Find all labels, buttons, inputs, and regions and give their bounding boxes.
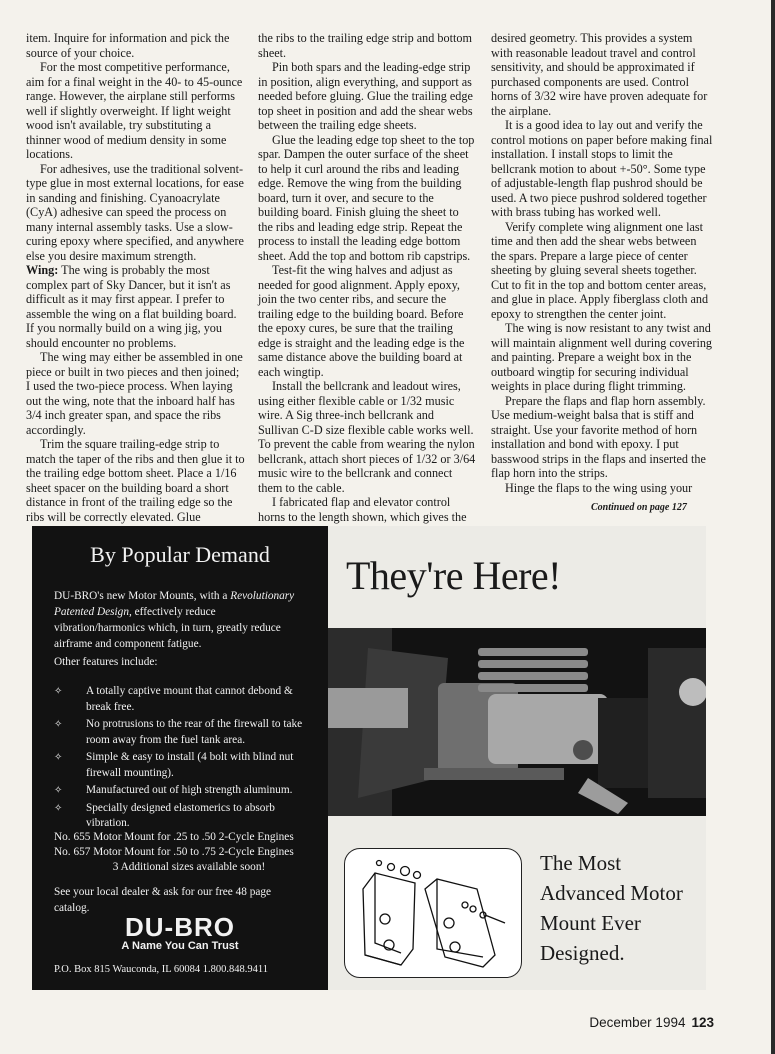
page-number: 123 (691, 1015, 714, 1030)
issue-date: December 1994 (589, 1015, 686, 1030)
dubro-logo: DU-BRO (125, 912, 235, 942)
paragraph: Pin both spars and the leading-edge strip in position, align everything, and support as needed before gluing. Glue the trailing edge top sheet in position and add the shear webs between the trailing edge sheets. (258, 60, 473, 132)
paragraph: Verify complete wing alignment one last time and then add the shear webs between the spars. Prepare a large piece of center sheeting by gluing several sheets together. Cut to fit in the top and bottom center areas, and glue in place. Apply fiberglass cloth and epoxy to strengthen the center joint. (491, 219, 709, 321)
engine-photo-illustration (328, 628, 706, 816)
mount-657: No. 657 Motor Mount for .50 to .75 2-Cycle Engines (54, 846, 294, 858)
feature-item: ✧ No protrusions to the rear of the firewall to take room away from the fuel tank area. (54, 718, 303, 746)
motor-mount-diagram (344, 848, 522, 978)
feature-item: ✧ Manufactured out of high strength aluminum. (54, 783, 310, 799)
diamond-bullet-icon: ✧ (54, 686, 63, 697)
paragraph: I fabricated flap and elevator control horns to the length shown, which gives the (258, 495, 467, 524)
feature-item: ✧ Simple & easy to install (4 bolt with blind nut firewall mounting). (54, 751, 294, 779)
article-column-3 (491, 31, 713, 495)
diamond-bullet-icon: ✧ (54, 802, 63, 814)
paragraph: Wing: The wing is probably the most complex part of Sky Dancer, but it isn't as difficult as it may first appear. I prefer to assemble the wing on a flat building board. If you normally build on a wing jig, you should encounter no problems. (26, 263, 237, 350)
advertisement (32, 526, 706, 990)
additional-sizes: 3 Additional sizes available soon! (112, 861, 266, 873)
ad-right-headline: They're Here! (346, 553, 562, 598)
paragraph: Trim the square trailing-edge strip to match the taper of the ribs and then glue it to the trailing edge bottom sheet. Place a 1/16 sheet spacer on the building board a short distance in front of the trailing edge so the ribs will be correctly elevated. Glue (26, 437, 245, 524)
page-edge-shadow (771, 0, 775, 1054)
paragraph: desired geometry. This provides a system with reasonable leadout travel and control sensitivity, and should be approximated if purchased components are used. Control horns of 3/32 wire have proven adequate for the airplane. (491, 31, 708, 118)
motor-mount-exploded-drawing (345, 849, 521, 977)
paragraph: Hinge the flaps to the wing using your (505, 480, 693, 495)
article-column-1 (26, 31, 246, 524)
paragraph: Test-fit the wing halves and adjust as needed for good alignment. Apply epoxy, join the two center ribs, and secure the trailing edge to the building board. Before the epoxy cures, be sure that the trailing edge is straight and the leading edge is the same distance above the building board at each wingtip. (258, 263, 465, 379)
paragraph: The wing may either be assembled in one piece or built in two pieces and then joined; I used the two-piece process. When laying out the wing, note that the inboard half has 3/4 inch greater span, and space the ribs accordingly. (26, 350, 243, 437)
mount-655: No. 655 Motor Mount for .25 to .50 2-Cycle Engines (54, 831, 294, 843)
ad-mount-models (54, 830, 324, 875)
diamond-bullet-icon: ✧ (54, 785, 63, 796)
paragraph: For adhesives, use the traditional solvent-type glue in most external locations, for ease in sanding and finishing. Cyanoacrylate (CyA) adhesive can speed the process on many internal assembly tasks. Use a slow-curing epoxy where specified, and anywhere else you desire maximum strength. (26, 161, 244, 263)
ad-right-panel (328, 526, 706, 990)
ad-left-panel (32, 526, 328, 990)
ad-intro: DU-BRO's new Motor Mounts, with a Revolutionary Patented Design, effectively reduce vibration/harmonics which, in turn, greatly reduce airframe and component fatigue. (54, 590, 295, 650)
ad-address: P.O. Box 815 Wauconda, IL 60084 1.800.848.9411 (54, 964, 269, 975)
page-footer (589, 1015, 714, 1030)
engine-photo (328, 628, 706, 816)
paragraph: The wing is now resistant to any twist and will maintain alignment well during covering and painting. Prepare a weight box in the outboard wingtip for securing individual weights in place during flight trimming. (491, 321, 713, 393)
paragraph: It is a good idea to lay out and verify the control motions on paper before making final installation. I install stops to limit the bellcrank motion to about +-50°. Some type of adjustable-length flap pushrod should be used. A two piece pushrod soldered together with brass tubing has worked well. (491, 118, 713, 219)
paragraph: Install the bellcrank and leadout wires, using either flexible cable or 1/32 music wire. A Sig three-inch bellcrank and Sullivan C-D size flexible cable works well. To prevent the cable from wearing the nylon bellcrank, attach short pieces of 1/32 or 3/64 music wire to the bellcrank and connect them to the cable. (258, 379, 476, 495)
paragraph: the ribs to the trailing edge strip and bottom sheet. (258, 31, 472, 60)
ad-features-list (54, 684, 310, 834)
feature-item: ✧ A totally captive mount that cannot debond & break free. (54, 685, 293, 713)
ad-tagline: A Name You Can Trust (121, 940, 239, 952)
paragraph: item. Inquire for information and pick the source of your choice. (26, 31, 230, 60)
ad-headline: By Popular Demand (90, 542, 270, 567)
paragraph: Glue the leading edge top sheet to the top spar. Dampen the outer surface of the sheet to help it curl around the ribs and leading edge. Remove the wing from the building board, turn it over, and secure to the building board. Finish gluing the sheet to the ribs and leading edge strip. Repeat the process to install the leading edge bottom sheet. Add the top and bottom rib capstrips. (258, 132, 475, 263)
paragraph: Prepare the flaps and flap horn assembly. Use medium-weight balsa that is stiff and straight. Use your favorite method of horn installation and bond with epoxy. I put basswood strips in the flaps and inserted the flap horn into the strips. (491, 393, 706, 480)
article-column-2 (258, 31, 476, 524)
continued-note: Continued on page 127 (591, 502, 687, 513)
paragraph: For the most competitive performance, aim for a final weight in the 40- to 45-ounce range. However, the airplane still performs well if slightly overweight. If light weight wood isn't available, try substituting a thinner wood of medium density in some locations. (26, 60, 243, 161)
feature-item: ✧ Specially designed elastomerics to absorb vibration. (54, 801, 275, 829)
diamond-bullet-icon: ✧ (54, 719, 63, 730)
diamond-bullet-icon: ✧ (54, 752, 63, 763)
ad-other-label: Other features include: (54, 656, 158, 668)
ad-dealer-note: See your local dealer & ask for our free 48 page catalog. (54, 886, 272, 914)
ad-right-tagline: The Most Advanced Motor Mount Ever Designed. (540, 851, 683, 965)
